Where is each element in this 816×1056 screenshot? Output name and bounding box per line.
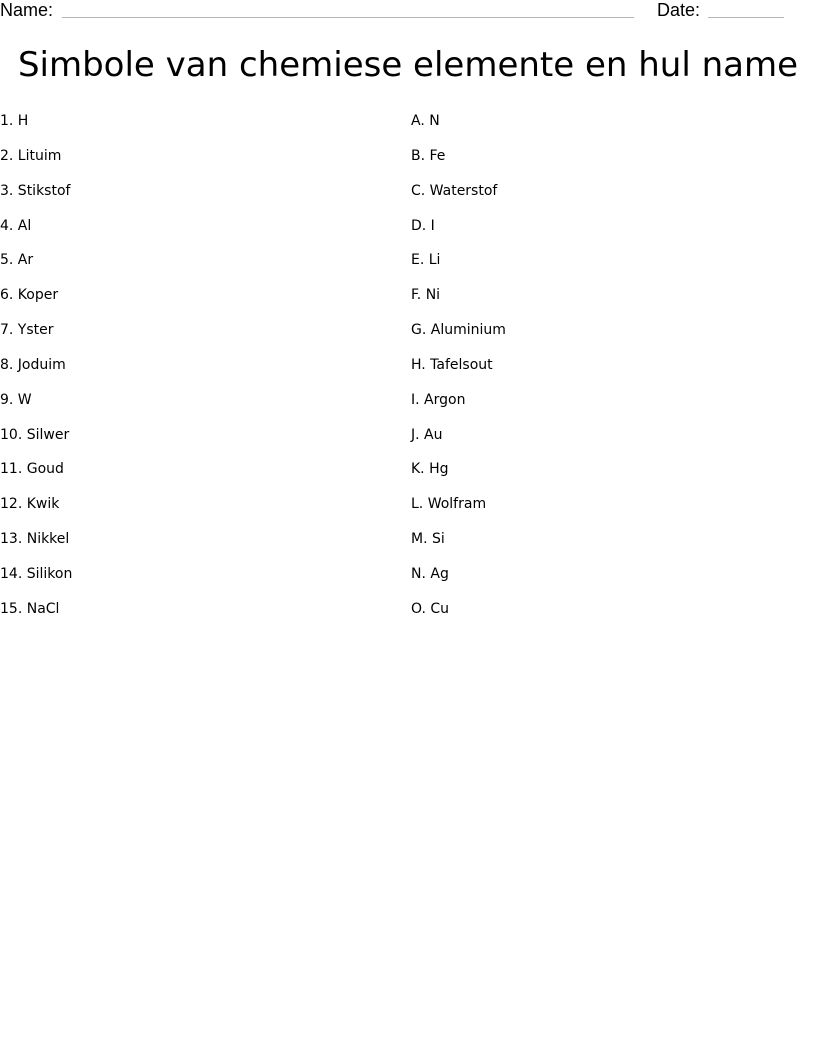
question-item: 15. NaCl bbox=[0, 600, 60, 617]
answer-item: H. Tafelsout bbox=[411, 356, 493, 373]
answer-item: L. Wolfram bbox=[411, 496, 487, 513]
answer-item: G. Aluminium bbox=[411, 322, 506, 339]
answer-item: J. Au bbox=[411, 426, 443, 443]
answer-item: A. N bbox=[411, 113, 440, 129]
name-label: Name: bbox=[0, 0, 54, 20]
worksheet-title: Simbole van chemiese elemente en hul name bbox=[17, 45, 799, 85]
question-item: 11. Goud bbox=[0, 461, 64, 478]
question-item: 3. Stikstof bbox=[0, 182, 71, 199]
date-blank-line bbox=[708, 0, 784, 18]
question-item: 9. W bbox=[0, 391, 32, 408]
answer-item: N. Ag bbox=[411, 565, 449, 582]
answer-item: M. Si bbox=[411, 531, 445, 548]
date-label: Date: bbox=[657, 0, 701, 20]
question-item: 6. Koper bbox=[0, 287, 59, 304]
answer-item: I. Argon bbox=[411, 391, 466, 408]
question-item: 1. H bbox=[0, 113, 29, 129]
answer-item: O. Cu bbox=[411, 600, 450, 617]
question-item: 8. Joduim bbox=[0, 356, 66, 373]
name-blank-line bbox=[62, 0, 634, 18]
questions-list bbox=[0, 112, 400, 635]
name-date-header bbox=[0, 0, 816, 24]
question-item: 12. Kwik bbox=[0, 496, 60, 513]
answer-item: B. Fe bbox=[411, 147, 446, 164]
answer-item: F. Ni bbox=[411, 287, 441, 304]
answer-item: C. Waterstof bbox=[411, 182, 498, 199]
answer-item: E. Li bbox=[411, 252, 441, 269]
question-item: 2. Lituim bbox=[0, 147, 62, 164]
question-item: 5. Ar bbox=[0, 252, 34, 269]
answer-item: D. I bbox=[411, 217, 435, 234]
question-item: 7. Yster bbox=[0, 322, 54, 339]
question-item: 13. Nikkel bbox=[0, 531, 70, 548]
question-item: 14. Silikon bbox=[0, 565, 73, 582]
question-item: 10. Silwer bbox=[0, 426, 70, 443]
answers-list bbox=[411, 112, 811, 635]
answer-item: K. Hg bbox=[411, 461, 449, 478]
question-item: 4. Al bbox=[0, 217, 32, 234]
